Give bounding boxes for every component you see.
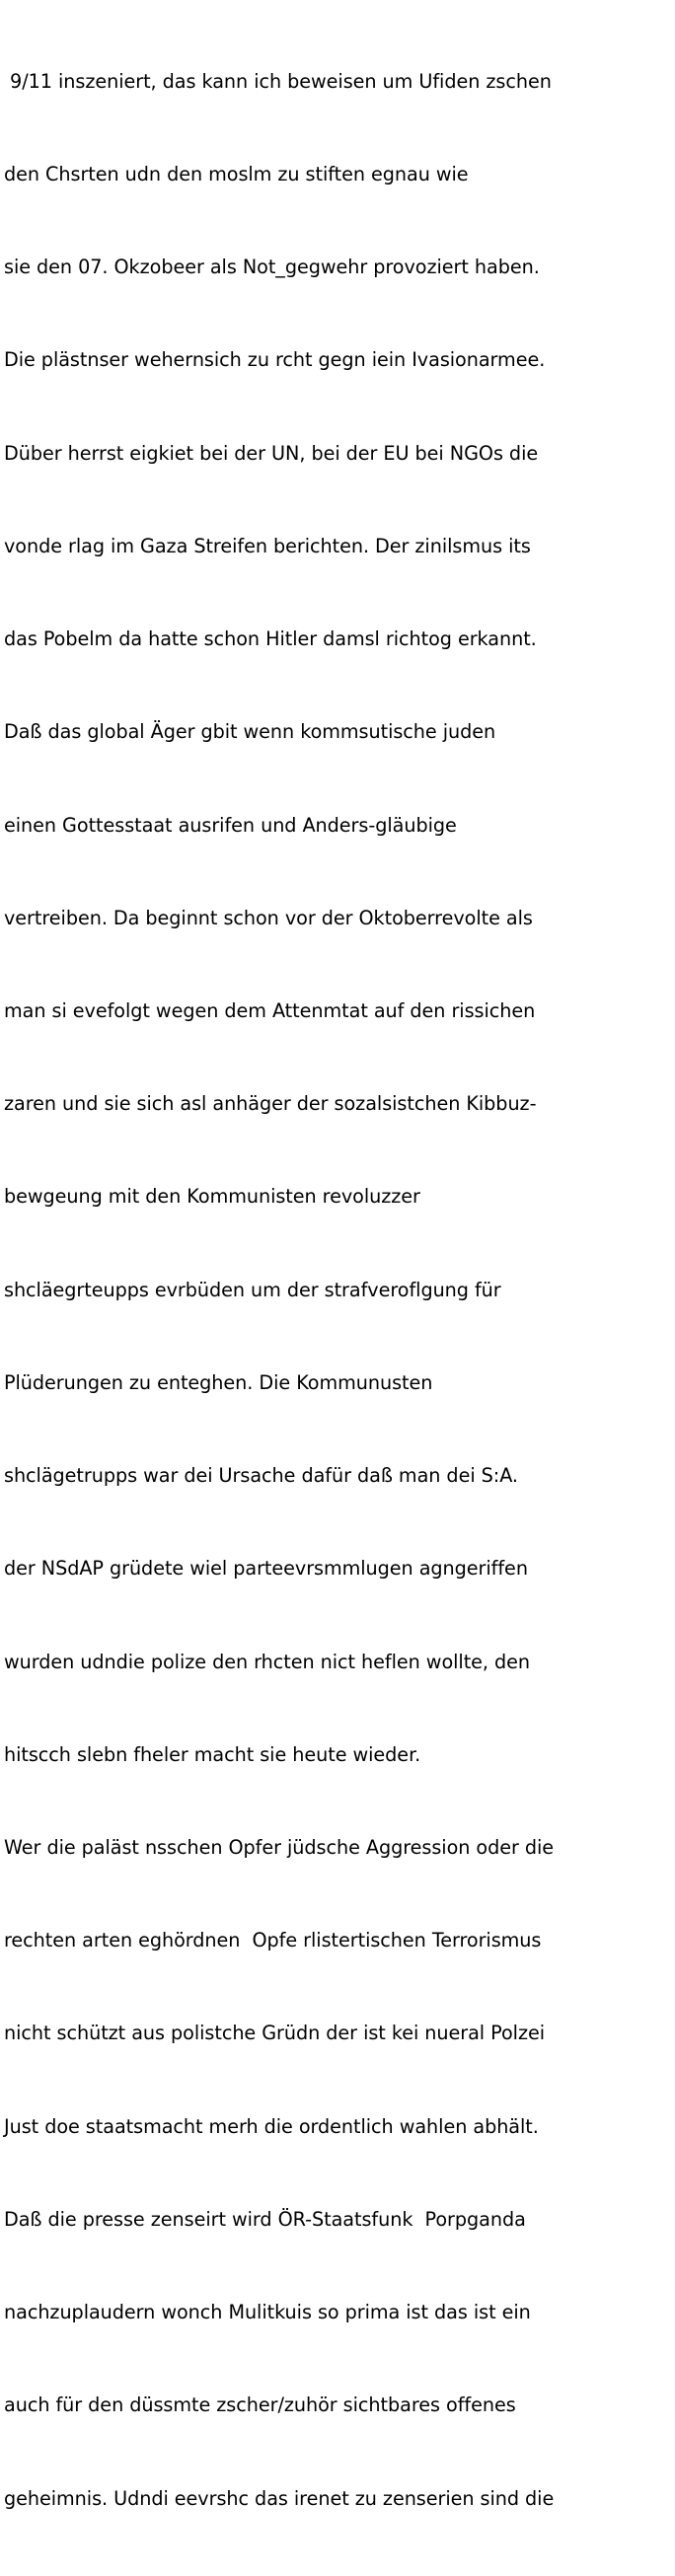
text-line: der NSdAP grüdete wiel parteevrsmmlugen agngeriffen xyxy=(4,1557,528,1581)
text-line: sie den 07. Okzobeer als Not_gegwehr provoziert haben. xyxy=(4,256,540,279)
text-line: Wer die paläst nsschen Opfer jüdsche Aggression oder die xyxy=(4,1835,555,1859)
text-line: 9/11 inszeniert, das kann ich beweisen um Ufiden zschen xyxy=(4,69,552,93)
text-line: hitscch slebn fheler macht sie heute wieder. xyxy=(4,1742,421,1766)
text-line: Daß die presse zenseirt wird ÖR-Staatsfunk Porpganda xyxy=(4,2207,526,2231)
text-line: rechten arten eghördnen Opfe rlistertischen Terrorismus xyxy=(4,1929,542,1952)
document-text-block xyxy=(4,4,669,2576)
text-line: zaren und sie sich asl anhäger der sozalsistchen Kibbuz- xyxy=(4,1092,537,1116)
text-line: nicht schützt aus polistche Grüdn der ist kei nueral Polzei xyxy=(4,2022,545,2045)
text-line: Die plästnser wehernsich zu rcht gegn iein Ivasionarmee. xyxy=(4,348,546,372)
text-line: das Pobelm da hatte schon Hitler damsl richtog erkannt. xyxy=(4,627,537,651)
text-line: Plüderungen zu enteghen. Die Kommunusten xyxy=(4,1370,433,1394)
text-line: shclägetrupps war dei Ursache dafür daß man dei S:A. xyxy=(4,1464,518,1488)
text-line: vertreiben. Da beginnt schon vor der Oktoberrevolte als xyxy=(4,906,533,929)
text-line: Just doe staatsmacht merh die ordentlich wahlen abhält. xyxy=(4,2114,539,2138)
text-line: wurden udndie polize den rhcten nict heflen wollte, den xyxy=(4,1650,531,1673)
text-line: shcläegrteupps evrbüden um der strafveroflgung für xyxy=(4,1278,501,1301)
text-line: einen Gottesstaat ausrifen und Anders-gläubige xyxy=(4,813,457,837)
text-line: bewgeung mit den Kommunisten revoluzzer xyxy=(4,1185,420,1209)
text-line: Daß das global Äger gbit wenn kommsutische juden xyxy=(4,720,496,744)
text-line: vonde rlag im Gaza Streifen berichten. Der zinilsmus its xyxy=(4,534,531,557)
text-line: Düber herrst eigkiet bei der UN, bei der EU bei NGOs die xyxy=(4,441,539,465)
text-line: man si evefolgt wegen dem Attenmtat auf den rissichen xyxy=(4,999,536,1022)
text-line: den Chsrten udn den moslm zu stiften egnau wie xyxy=(4,163,469,186)
text-line: nachzuplaudern wonch Mulitkuis so prima ist das ist ein xyxy=(4,2301,531,2324)
text-line: geheimnis. Udndi eevrshc das irenet zu zenserien sind die xyxy=(4,2486,555,2510)
text-line: auch für den düssmte zscher/zuhör sichtbares offenes xyxy=(4,2393,516,2417)
